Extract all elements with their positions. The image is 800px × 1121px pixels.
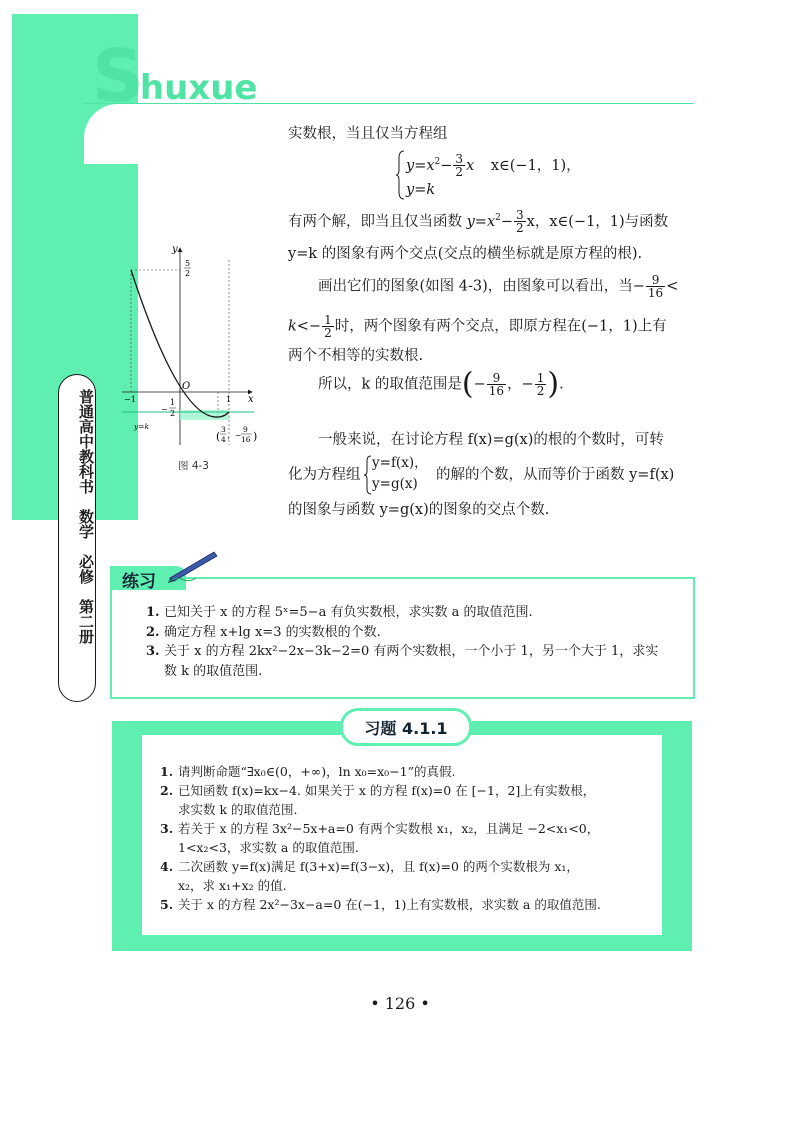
exercise-num: 1. (160, 764, 174, 779)
exercise-item (160, 819, 601, 838)
p9-text-b: 的解的个数，从而等价于函数 y=f(x) (436, 467, 675, 483)
p4-frac-den: 16 (647, 286, 664, 300)
practice-item (146, 603, 658, 623)
p7-text-a: 所以，k 的取值范围是 (318, 376, 462, 393)
exercise-text: 请判断命题“∃x₀∈(0，+∞)，ln x₀=x₀−1”的真假. (178, 764, 456, 779)
exercise-item (160, 800, 601, 819)
sys1-eq-a: y=x (406, 157, 435, 174)
p5-frac-den: 2 (324, 326, 332, 340)
fraction-three-halves (453, 153, 465, 178)
paragraph-9 (288, 454, 708, 496)
practice-item (146, 642, 658, 662)
equation-system-1 (396, 150, 656, 200)
p2-frac-den: 2 (516, 221, 524, 236)
vertex-minus: − (235, 431, 242, 440)
sys1-eq-b: y=k (406, 182, 436, 198)
paragraph-8: 一般来说，在讨论方程 f(x)=g(x)的根的个数时，可转 (318, 432, 664, 448)
practice-num: 2. (146, 624, 160, 640)
vertex-comma: ， (227, 431, 235, 440)
paragraph-2 (288, 208, 668, 234)
page-number: • 126 • (370, 994, 430, 1013)
exercise-item (160, 895, 601, 914)
y-top-den: 2 (185, 269, 191, 278)
exercise-title: 习题 4.1.1 (364, 719, 448, 738)
paragraph-1: 实数根，当且仅当方程组 (288, 126, 448, 142)
sys1-sup: 2 (434, 157, 441, 167)
sys1-x: x (466, 157, 475, 174)
exercise-text: 已知函数 f(x)=kx−4. 如果关于 x 的方程 f(x)=0 在 [−1，2]上有实数根， (178, 783, 596, 798)
p4-frac-num: 9 (646, 274, 665, 287)
exercise-num: 2. (160, 783, 174, 798)
paragraph-7: 所以，k 的取值范围是(− $\frac{9}{16}$ ，− $\frac{1}{2}$ ). (318, 366, 564, 402)
system1-line1 (406, 152, 581, 178)
p2-eq: y=x (466, 213, 496, 230)
practice-item (146, 662, 658, 682)
practice-text: 关于 x 的方程 2kx²−2x−3k−2=0 有两个实数根，一个小于 1，另一个大于 1，求实 (164, 644, 659, 659)
p5-frac-num: 1 (324, 313, 332, 327)
exercise-text: 二次函数 y=f(x)满足 f(3+x)=f(3−x)，且 f(x)=0 的两个实数根为 x₁， (178, 859, 579, 874)
x-axis-label: x (248, 394, 254, 405)
p5-fraction (322, 314, 334, 339)
p2-text-d: x，x∈(−1，1)与函数 (526, 213, 669, 230)
practice-text: 确定方程 x+lg x=3 的实数根的个数. (164, 624, 381, 640)
p7-frac-a-den: 16 (488, 384, 505, 398)
p5-text-a: k<− (288, 318, 322, 335)
vertex-y-den: 16 (241, 435, 251, 444)
exercise-text: 求实数 k 的取值范围. (178, 802, 298, 817)
p5-text-b: 时，两个图象有两个交点，即原方程在(−1，1)上有 (334, 318, 667, 335)
shuxue-logo (92, 34, 261, 118)
vertex-x-den: 4 (221, 435, 226, 444)
exercise-item (160, 762, 601, 781)
p9-sys-line2: y=g(x) (372, 476, 418, 492)
exercise-text: 若关于 x 的方程 3x²−5x+a=0 有两个实数根 x₁，x₂，且满足 −2<x₁<0， (178, 821, 600, 836)
p2-sup: 2 (495, 213, 501, 223)
practice-item (146, 623, 658, 643)
p7-frac-b-den: 2 (536, 384, 545, 398)
exercise-text: x₂，求 x₁+x₂ 的值. (178, 878, 287, 893)
p7-period: . (559, 376, 564, 393)
exercise-item (160, 857, 601, 876)
p9-text-a: 化为方程组 (288, 467, 361, 483)
p7-fraction-a (487, 372, 506, 397)
p7-comma: ，− (507, 376, 534, 393)
exercise-text: 关于 x 的方程 2x²−3x−a=0 在(−1，1)上有实数根，求实数 a 的取值范围. (178, 897, 601, 912)
logo-initial: S (92, 34, 144, 118)
pen-icon (166, 548, 222, 584)
tick-neg1: −1 (124, 395, 136, 404)
paragraph-6: 两个不相等的实数根. (288, 348, 424, 364)
p9-sys-line1: y=f(x)， (372, 455, 428, 471)
exercise-list (160, 762, 601, 914)
practice-num: 1. (146, 605, 160, 620)
brace-small-icon (364, 455, 372, 495)
y-axis-label: y (172, 244, 178, 255)
practice-title: 练习 (122, 572, 156, 592)
paragraph-5 (288, 314, 667, 339)
exercise-num: 4. (160, 859, 174, 874)
line-label: y=k (134, 422, 150, 431)
y-neg-minus: − (161, 405, 168, 414)
p2-minus: − (500, 213, 514, 230)
vertex-open: ( (216, 430, 221, 443)
practice-text: 已知关于 x 的方程 5ˣ=5−a 有负实数根，求实数 a 的取值范围. (164, 605, 533, 620)
origin-label: O (182, 381, 191, 392)
book-title-label (58, 374, 96, 702)
sys1-minus: − (440, 157, 453, 174)
system1-line2 (406, 180, 435, 200)
practice-list (146, 603, 658, 681)
figure-4-3-graph (114, 240, 264, 450)
logo-rest: huxue (139, 68, 258, 108)
p4-text-b: < (666, 278, 679, 295)
tick-1: 1 (226, 395, 232, 404)
sys1-domain: x∈(−1，1)， (490, 157, 581, 174)
brace-icon (396, 150, 406, 200)
practice-num: 3. (146, 644, 160, 659)
p4-text-a: 画出它们的图象(如图 4-3)，由图象可以看出，当− (318, 278, 645, 295)
exercise-num: 3. (160, 821, 174, 836)
frac-num: 3 (455, 152, 464, 167)
y-neg-den: 2 (170, 409, 176, 418)
p2-frac-num: 3 (516, 208, 524, 223)
p7-frac-b-num: 1 (536, 371, 545, 385)
book-title-text: 普通高中教科书 数学 必修 第二册 (77, 389, 95, 644)
p2-fraction (514, 209, 526, 234)
vertex-y-num: 9 (243, 425, 248, 434)
p4-fraction (646, 274, 665, 299)
vertex-close: ) (253, 430, 258, 443)
vertex-x-num: 3 (221, 425, 226, 434)
y-top-num: 5 (185, 259, 191, 268)
exercise-text: 1<x₂<3，求实数 a 的取值范围. (178, 840, 359, 855)
exercise-title-badge (340, 708, 472, 746)
paragraph-10: 的图象与函数 y=g(x)的图象的交点个数. (288, 502, 550, 518)
p7-fraction-b (535, 372, 547, 397)
p7-minus: − (473, 376, 486, 393)
exercise-num: 5. (160, 897, 174, 912)
exercise-item (160, 876, 601, 895)
p7-frac-a-num: 9 (487, 372, 506, 385)
p2-text-a: 有两个解，即当且仅当函数 (288, 213, 462, 230)
paragraph-4 (318, 274, 678, 299)
exercise-item (160, 781, 601, 800)
paragraph-3: y=k 的图象有两个交点(交点的横坐标就是原方程的根). (288, 246, 643, 262)
figure-caption: 图 4-3 (178, 460, 209, 472)
y-neg-num: 1 (170, 398, 176, 407)
practice-text: 数 k 的取值范围. (164, 663, 263, 679)
frac-den: 2 (455, 165, 464, 180)
exercise-item (160, 838, 601, 857)
